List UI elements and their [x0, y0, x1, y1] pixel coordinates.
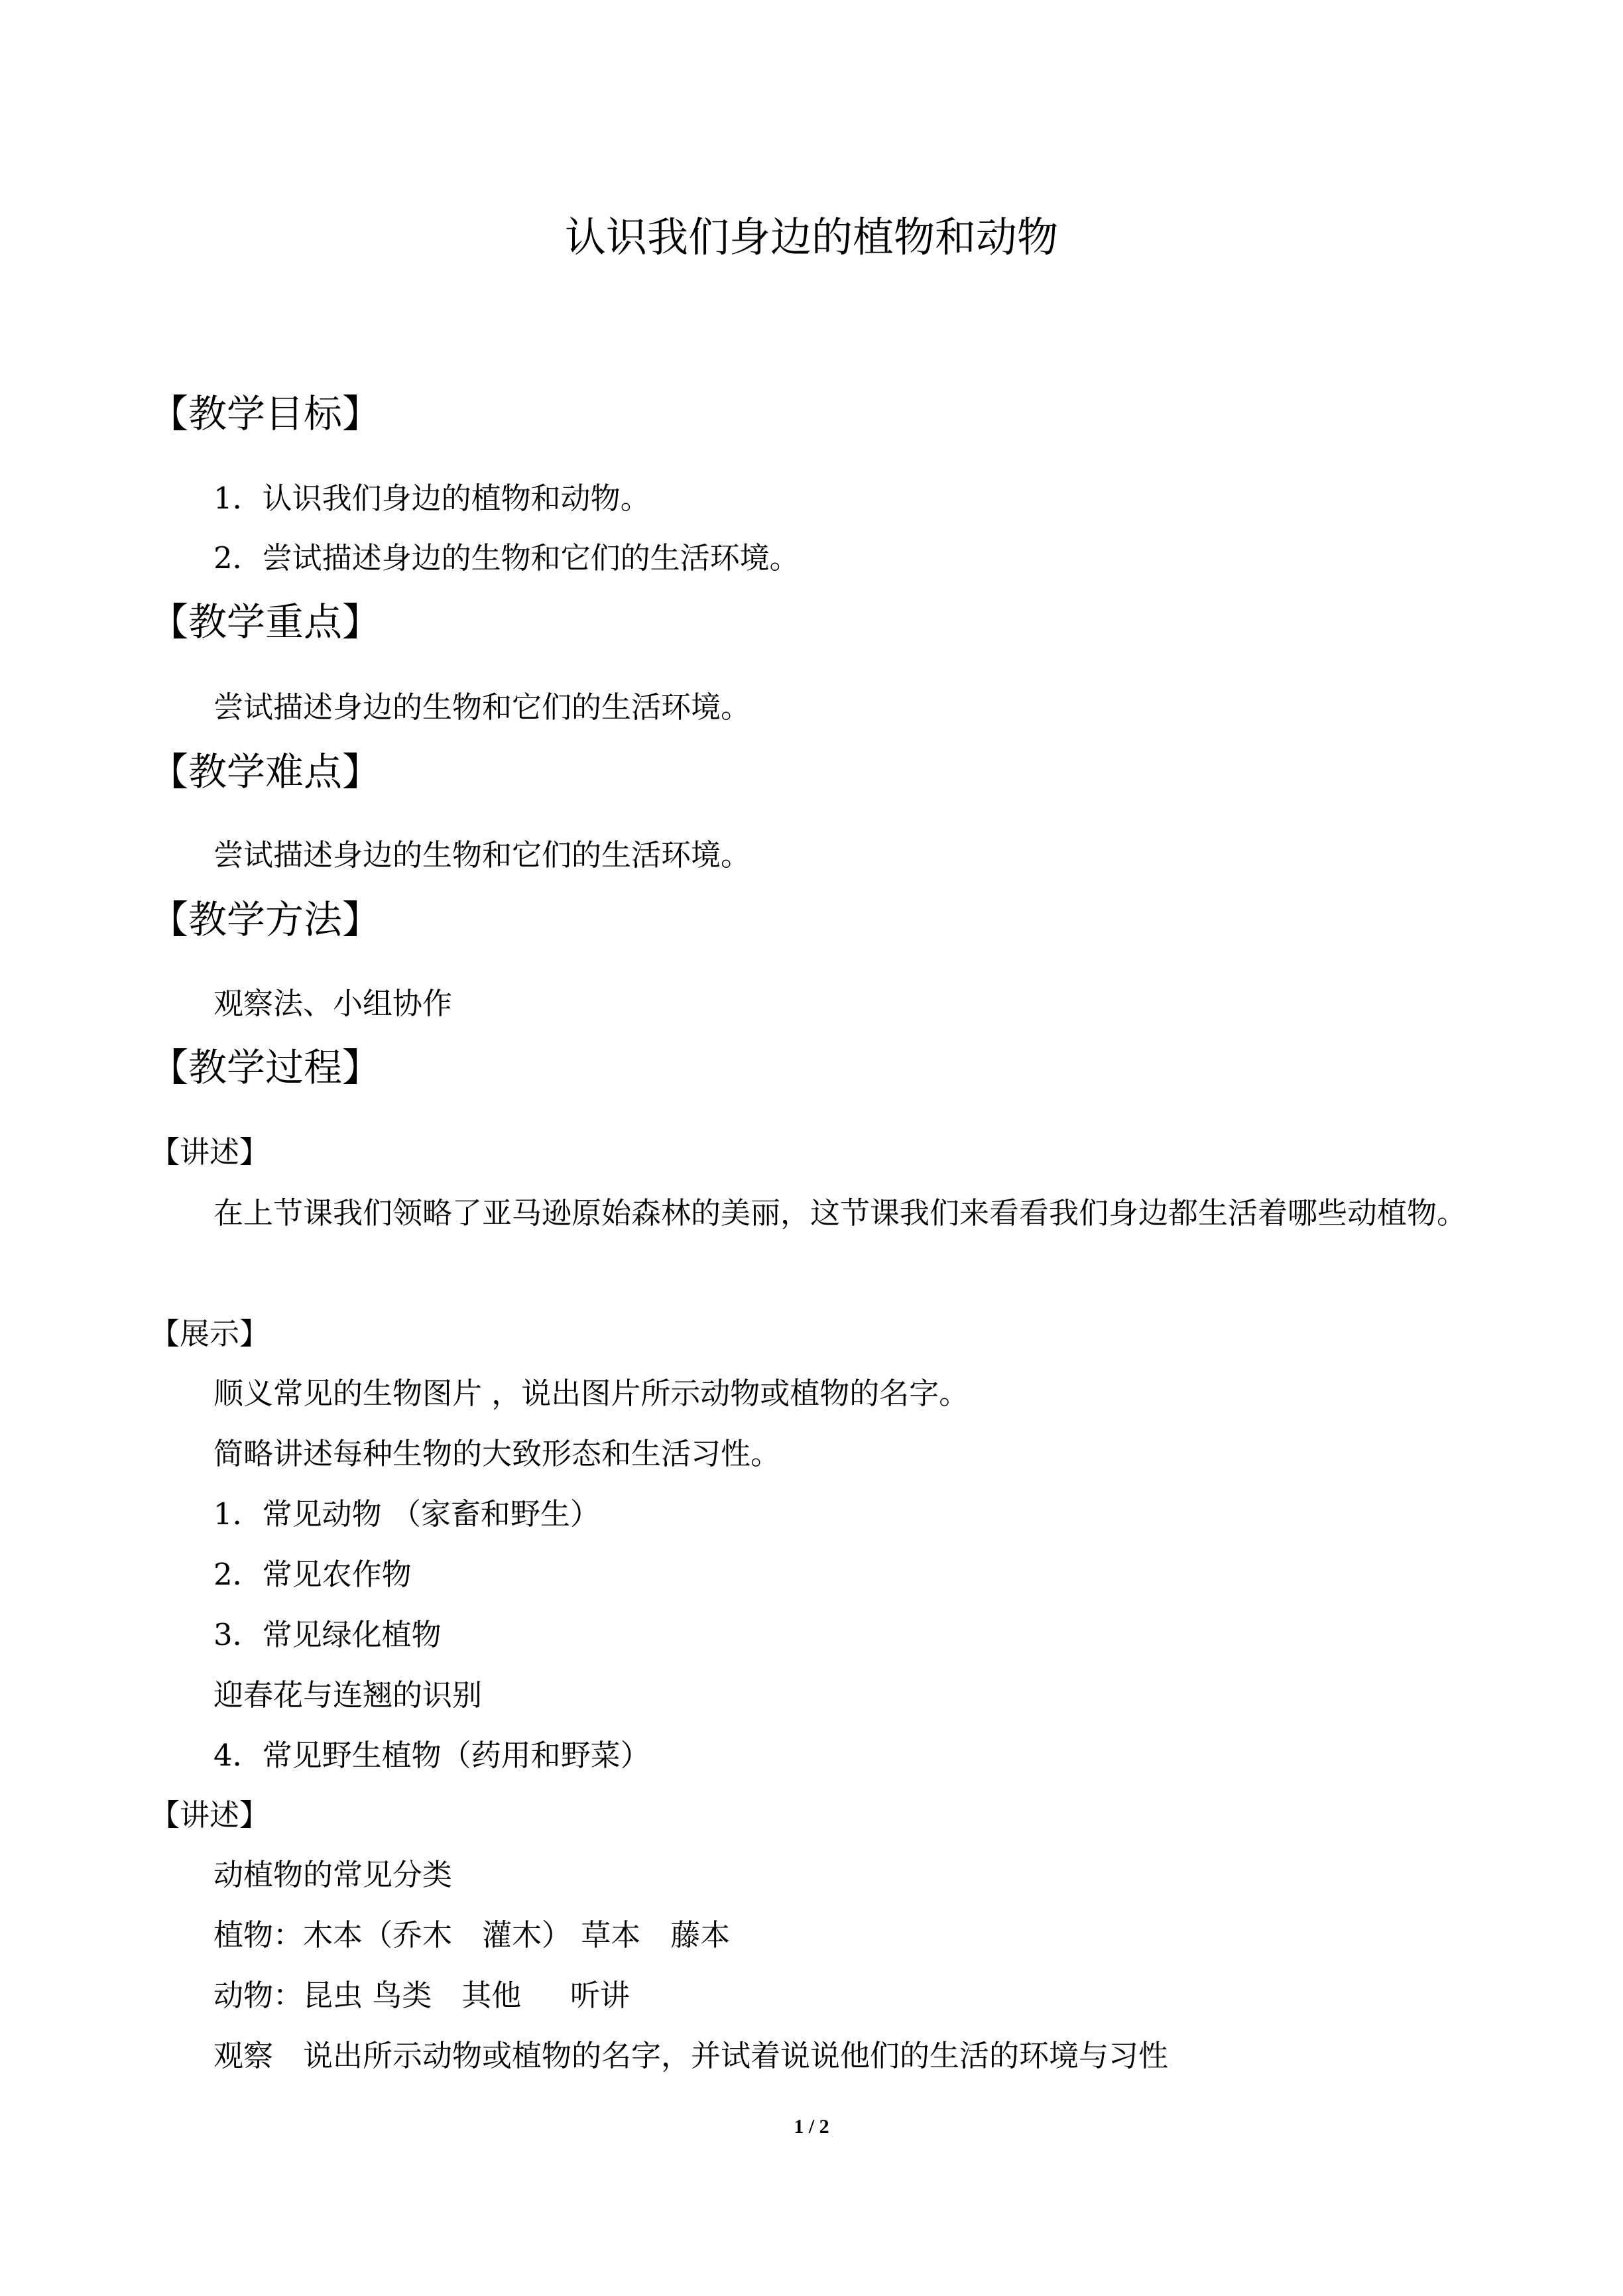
- display-line-1: 顺义常见的生物图片 ，说出图片所示动物或植物的名字。: [213, 1376, 969, 1411]
- lecture-text-1: 在上节课我们领略了亚马逊原始森林的美丽，这节课我们来看看我们身边都生活着哪些动植物。: [213, 1195, 1467, 1231]
- page-title: 认识我们身边的植物和动物: [564, 213, 1058, 261]
- display-line-4: 2．常见农作物: [213, 1557, 412, 1592]
- heading-key-points: 【教学重点】: [150, 599, 381, 644]
- page-number: 1 / 2: [794, 2116, 829, 2138]
- display-line-5: 3．常见绿化植物: [213, 1617, 442, 1652]
- display-label: 【展示】: [150, 1316, 270, 1351]
- display-line-6: 迎春花与连翘的识别: [213, 1677, 483, 1713]
- lecture-2-line-2: 植物：木本（乔木 灌木） 草本 藤本: [213, 1917, 731, 1953]
- heading-process: 【教学过程】: [150, 1045, 381, 1090]
- lecture-label-1: 【讲述】: [150, 1134, 270, 1170]
- lecture-2-line-3: 动物：昆虫 鸟类 其他 听讲: [213, 1978, 630, 2013]
- heading-methods: 【教学方法】: [150, 897, 381, 942]
- objective-item-1: 1．认识我们身边的植物和动物。: [213, 481, 650, 516]
- lecture-label-2: 【讲述】: [150, 1797, 270, 1833]
- key-points-text: 尝试描述身边的生物和它们的生活环境。: [213, 690, 751, 725]
- display-line-3: 1．常见动物 （家畜和野生）: [213, 1496, 600, 1532]
- lecture-2-line-4: 观察 说出所示动物或植物的名字，并试着说说他们的生活的环境与习性: [213, 2038, 1169, 2073]
- difficulties-text: 尝试描述身边的生物和它们的生活环境。: [213, 837, 751, 873]
- heading-objectives: 【教学目标】: [150, 391, 381, 436]
- heading-difficulties: 【教学难点】: [150, 749, 381, 794]
- methods-text: 观察法、小组协作: [213, 986, 453, 1021]
- display-line-2: 简略讲述每种生物的大致形态和生活习性。: [213, 1436, 781, 1471]
- lecture-2-line-1: 动植物的常见分类: [213, 1857, 453, 1892]
- display-line-7: 4．常见野生植物（药用和野菜）: [213, 1738, 650, 1773]
- objective-item-2: 2．尝试描述身边的生物和它们的生活环境。: [213, 540, 800, 575]
